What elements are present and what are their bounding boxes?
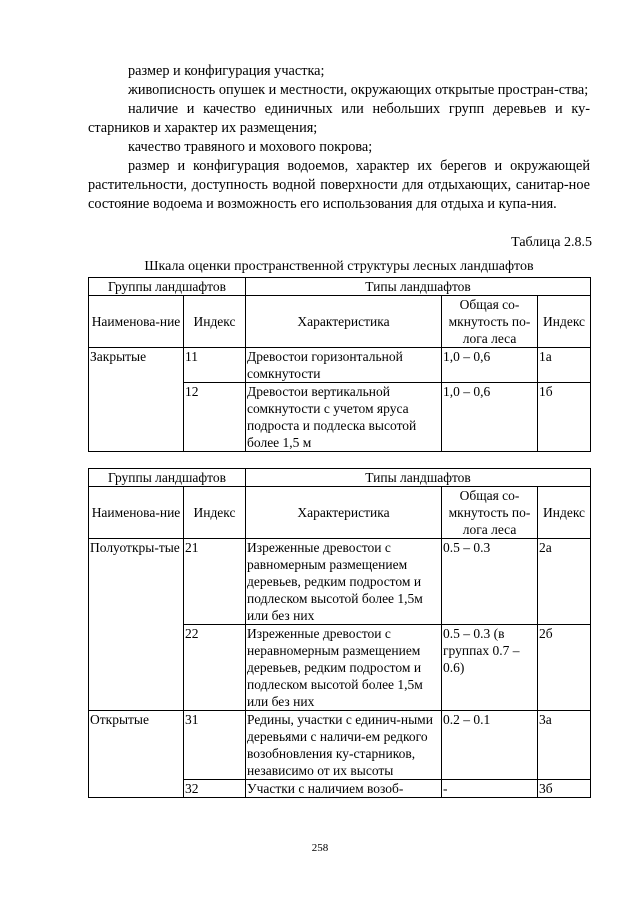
cell-closure: 0.2 – 0.1 [442,711,538,780]
cell-group: Открытые [89,711,184,798]
header-types: Типы ландшафтов [246,469,591,487]
cell-characteristic: Древостои вертикальной сомкнутости с учетом яруса подроста и подлеска высотой более 1,5 м [246,383,442,452]
cell-type: 2б [538,625,591,711]
table-part-2 [88,468,591,798]
table-row [89,711,591,780]
cell-index: 22 [184,625,246,711]
header-types: Типы ландшафтов [246,278,591,296]
paragraph: качество травяного и мохового покрова; [128,139,373,155]
header-characteristic: Характеристика [246,487,442,539]
header-name: Наименова-ние [89,296,184,348]
table-header-row [89,296,591,348]
cell-type: 2а [538,539,591,625]
cell-index: 21 [184,539,246,625]
cell-index: 11 [184,348,246,383]
table-header-row [89,487,591,539]
table-header-row [89,278,591,296]
header-groups: Группы ландшафтов [89,469,246,487]
paragraph: размер и конфигурация водоемов, характер их берегов и окружающей растительности, доступность водной поверхности для отдыхающих, санитар-ное состояние водоема и возможность его использования для отдыха и купа-ния. [88,158,590,212]
paragraph: наличие и качество единичных или небольших групп деревьев и ку-старников и характер их размещения; [88,101,590,136]
cell-characteristic: Изреженные древостои с неравномерным размещением деревьев, редким подростом и подлеском высотой более 1,5м или без них [246,625,442,711]
table-part-1 [88,277,591,452]
cell-index: 12 [184,383,246,452]
header-index: Индекс [184,296,246,348]
cell-type: 3а [538,711,591,780]
cell-characteristic: Редины, участки с единич-ными деревьями с наличи-ем редкого возобновления ку-старников, независимо от их высоты [246,711,442,780]
header-closure: Общая со-мкнутость по-лога леса [442,487,538,539]
paragraph: живописность опушек и местности, окружающих открытые простран-ства; [128,82,589,98]
paragraph: размер и конфигурация участка; [128,63,325,79]
cell-closure: - [442,780,538,798]
table-title: Шкала оценки пространственной структуры лесных ландшафтов [144,259,534,274]
table-number: Таблица 2.8.5 [511,235,592,250]
cell-type: 1б [538,383,591,452]
header-index: Индекс [184,487,246,539]
cell-closure: 1,0 – 0,6 [442,348,538,383]
cell-index: 32 [184,780,246,798]
cell-closure: 0.5 – 0.3 [442,539,538,625]
cell-characteristic: Участки с наличием возоб- [246,780,442,798]
cell-closure: 1,0 – 0,6 [442,383,538,452]
table-row [89,348,591,383]
body-text [88,62,590,214]
table-header-row [89,469,591,487]
header-closure: Общая со-мкнутость по-лога леса [442,296,538,348]
page-number: 258 [311,842,329,854]
cell-group: Закрытые [89,348,184,452]
cell-type: 3б [538,780,591,798]
header-index2: Индекс [538,487,591,539]
header-groups: Группы ландшафтов [89,278,246,296]
cell-index: 31 [184,711,246,780]
cell-characteristic: Изреженные древостои с равномерным размещением деревьев, редким подростом и подлеском высотой более 1,5м или без них [246,539,442,625]
header-characteristic: Характеристика [246,296,442,348]
cell-closure: 0.5 – 0.3 (в группах 0.7 – 0.6) [442,625,538,711]
table-row [89,539,591,625]
header-name: Наименова-ние [89,487,184,539]
cell-group: Полуоткры-тые [89,539,184,711]
header-index2: Индекс [538,296,591,348]
cell-type: 1а [538,348,591,383]
cell-characteristic: Древостои горизонтальной сомкнутости [246,348,442,383]
